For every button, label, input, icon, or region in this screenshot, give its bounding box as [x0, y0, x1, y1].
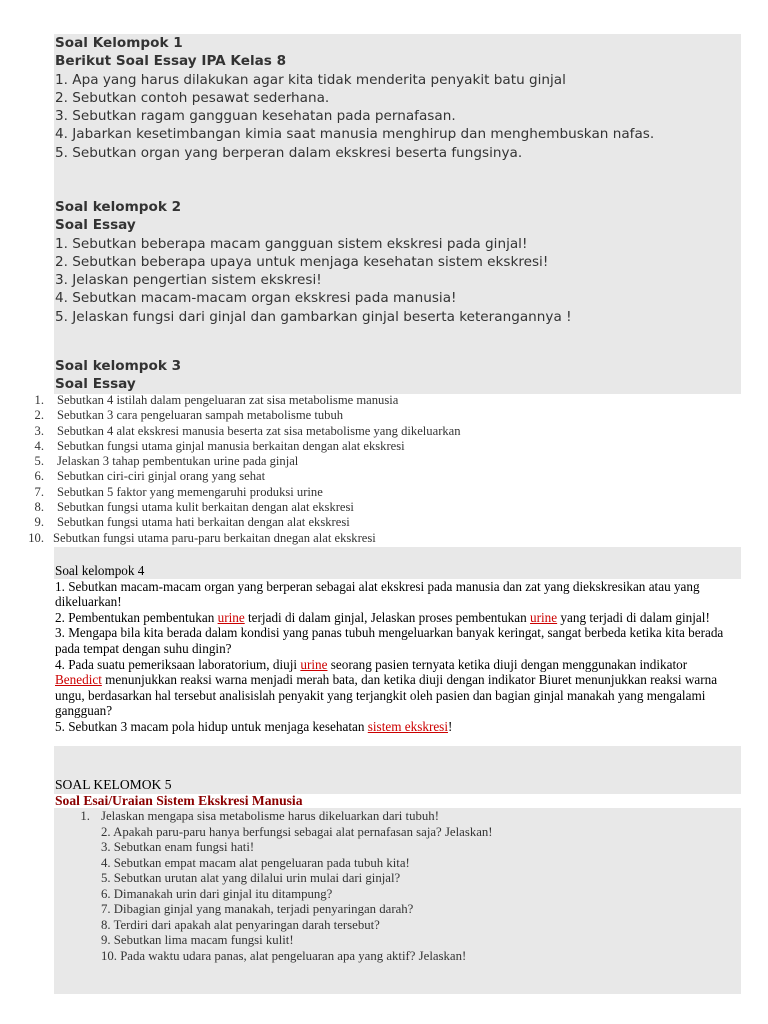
urine-link[interactable]: urine — [300, 656, 328, 672]
kelompok-3-header — [55, 357, 181, 394]
list-number: 1. — [80, 809, 90, 823]
kelompok-2-item: 1. Sebutkan beberapa macam gangguan sistem ekskresi pada ginjal! — [55, 235, 528, 252]
list-number: 7. — [34, 484, 44, 499]
list-text: 2. Apakah paru-paru hanya berfungsi sebagai alat pernafasan saja? Jelaskan! — [101, 824, 493, 839]
list-text: 10. Pada waktu udara panas, alat pengeluaran apa yang aktif? Jelaskan! — [101, 948, 467, 963]
kelompok-2-title: Soal kelompok 2 — [55, 199, 182, 215]
kelompok-5-header — [55, 777, 303, 809]
list-item — [0, 515, 480, 530]
kelompok-1-item: 3. Sebutkan ragam gangguan kesehatan pada pernafasan. — [55, 108, 456, 125]
list-text: Sebutkan 5 faktor yang memengaruhi produksi urine — [57, 484, 323, 499]
list-item — [0, 469, 480, 484]
kelompok-4-title: Soal kelompok 4 — [55, 563, 145, 578]
kelompok-4-question-1: 1. Sebutkan macam-macam organ yang berperan sebagai alat ekskresi pada manusia dan zat yang diekskresikan atau yang dikeluarkan! — [55, 578, 700, 610]
list-text: 3. Sebutkan enam fungsi hati! — [101, 840, 255, 854]
list-number: 1. — [34, 393, 44, 407]
urine-link[interactable]: urine — [217, 609, 245, 625]
kelompok-5-subtitle: Soal Esai/Uraian Sistem Ekskresi Manusia — [55, 793, 303, 808]
list-text: Sebutkan fungsi utama ginjal manusia berkaitan dengan alat ekskresi — [57, 438, 405, 453]
benedict-link[interactable]: Benedict — [55, 672, 102, 688]
kelompok-1-item: 1. Apa yang harus dilakukan agar kita tidak menderita penyakit batu ginjal — [55, 71, 566, 88]
kelompok-3-title: Soal kelompok 3 — [55, 358, 182, 374]
kelompok-1-item: 4. Jabarkan kesetimbangan kimia saat manusia menghirup dan menghembuskan nafas. — [55, 126, 655, 143]
list-text: Sebutkan ciri-ciri ginjal orang yang sehat — [57, 469, 266, 484]
list-text: 7. Dibagian ginjal yang manakah, terjadi penyaringan darah? — [101, 902, 414, 916]
list-text: 4. Sebutkan empat macam alat pengeluaran pada tubuh kita! — [101, 855, 410, 870]
kelompok-2-item: 4. Sebutkan macam-macam organ ekskresi pada manusia! — [55, 290, 457, 307]
list-item — [0, 439, 480, 454]
kelompok-1-section — [55, 34, 654, 162]
kelompok-4-question-4: 4. Pada suatu pemeriksaan laboratorium, diuji urine seorang pasien ternyata ketika diuji dengan menggunakan indikator Benedict menunjukkan reaksi warna menjadi merah bata, dan ketika diuji dengan indikator Biuret menunjukkan reaksi warna ungu, berdasarkan hal tersebut analisislah penyakit yang terjangkit oleh pasien dan bagian ginjal manakah yang mengalami gangguan? — [55, 656, 718, 719]
list-text: 8. Terdiri dari apakah alat penyaringan darah tersebut? — [101, 917, 380, 932]
list-number: 4. — [34, 438, 44, 453]
list-number: 2. — [34, 408, 44, 423]
kelompok-3-list — [0, 393, 480, 546]
list-number: 6. — [34, 469, 44, 484]
kelompok-1-item: 5. Sebutkan organ yang berperan dalam ekskresi beserta fungsinya. — [55, 144, 523, 161]
list-item — [0, 531, 480, 546]
list-item — [0, 454, 480, 469]
kelompok-2-item: 5. Jelaskan fungsi dari ginjal dan gambarkan ginjal beserta keterangannya ! — [55, 308, 572, 325]
list-text: 6. Dimanakah urin dari ginjal itu ditampung? — [101, 886, 333, 901]
list-text: Sebutkan 4 istilah dalam pengeluaran zat sisa metabolisme manusia — [57, 393, 399, 407]
list-number: 9. — [34, 515, 44, 530]
urine-link[interactable]: urine — [530, 609, 558, 625]
kelompok-4-question-3: 3. Mengapa bila kita berada dalam kondisi yang panas tubuh mengeluarkan banyak keringat, sangat berbeda ketika kita berada pada tempat dengan suhu dingin? — [55, 625, 724, 656]
kelompok-4-question-5: 5. Sebutkan 3 macam pola hidup untuk menjaga kesehatan sistem ekskresi! — [55, 718, 453, 734]
list-text: 5. Sebutkan urutan alat yang dilalui urin mulai dari ginjal? — [101, 871, 401, 885]
list-text: Sebutkan 3 cara pengeluaran sampah metabolisme tubuh — [57, 408, 344, 423]
list-text: Sebutkan fungsi utama hati berkaitan dengan alat ekskresi — [57, 515, 350, 530]
kelompok-3-subtitle: Soal Essay — [55, 376, 136, 393]
kelompok-2-subtitle: Soal Essay — [55, 217, 136, 234]
kelompok-4-question-2: 2. Pembentukan pembentukan urine terjadi di dalam ginjal, Jelaskan proses pembentukan urine yang terjadi di dalam ginjal! — [55, 609, 710, 625]
list-text: Sebutkan 4 alat ekskresi manusia beserta zat sisa metabolisme yang dikeluarkan — [57, 423, 461, 438]
kelompok-2-section — [55, 198, 572, 326]
kelompok-1-item: 2. Sebutkan contoh pesawat sederhana. — [55, 89, 330, 106]
kelompok-5-title: SOAL KELOMOK 5 — [55, 777, 172, 792]
list-item — [0, 393, 480, 408]
sistem-ekskresi-link[interactable]: sistem ekskresi — [367, 718, 448, 734]
kelompok-4-section — [55, 563, 725, 735]
list-number: 3. — [34, 423, 44, 438]
kelompok-2-item: 2. Sebutkan beberapa upaya untuk menjaga kesehatan sistem ekskresi! — [55, 253, 549, 270]
list-text: Jelaskan mengapa sisa metabolisme harus dikeluarkan dari tubuh! — [101, 809, 439, 823]
list-text: Sebutkan fungsi utama paru-paru berkaitan dnegan alat ekskresi — [53, 530, 376, 545]
list-text: Sebutkan fungsi utama kulit berkaitan dengan alat ekskresi — [57, 500, 354, 515]
kelompok-2-item: 3. Jelaskan pengertian sistem ekskresi! — [55, 272, 322, 289]
list-item — [0, 408, 480, 423]
list-text: Jelaskan 3 tahap pembentukan urine pada ginjal — [57, 454, 299, 469]
list-number: 5. — [34, 454, 44, 469]
list-item — [0, 485, 480, 500]
list-item — [0, 424, 480, 439]
kelompok-1-title: Soal Kelompok 1 — [55, 35, 183, 51]
kelompok-1-subtitle: Berikut Soal Essay IPA Kelas 8 — [55, 53, 287, 70]
list-item — [0, 500, 480, 515]
list-text: 9. Sebutkan lima macam fungsi kulit! — [101, 933, 294, 947]
list-number: 8. — [34, 500, 44, 515]
list-number: 10. — [28, 530, 44, 545]
